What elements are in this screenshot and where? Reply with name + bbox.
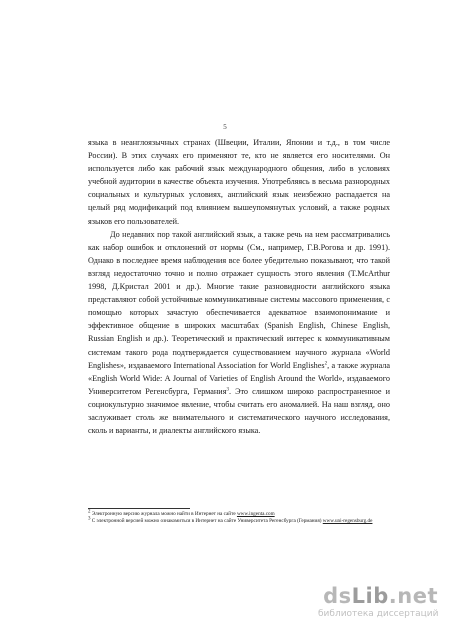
paragraph-1: языка в неанглоязычных странах (Швеции, Италии, Японии и т.д., в том числе России). В этих случаях его применяют те, кто не является его носителями. Он используется либо как рабочий язык международного общения, либо в условиях учебной аудитории в качестве объекта изучения. Употребляясь в весьма разнородных социальных и культурных условиях, английский язык неизбежно распадается на целый ряд модификаций под влиянием вышеупомянутых условий, а также родных языков его пользователей. [88,138,390,226]
paragraph-2 [88,228,390,438]
body-text [88,136,390,437]
logo-ds: ds [323,584,352,608]
footnote-mark: 2 [88,509,91,515]
footnote-ref-2: 2 [324,360,328,366]
page-number: 5 [223,123,227,131]
paragraph-2-part-b: , а также журнала «English World Wide: A Journal of Varieties of English Around the World», издаваемого Университетом Регенсбурга, Германия [88,360,391,396]
footnote-3 [88,518,390,525]
dslib-watermark [318,584,438,628]
paragraph-2-part-c: . Это слишком широко распространенное и социокультурно значимое явление, чтобы считать его аномалией. На наш взгляд, оно заслуживает столь же внимательного и систематического научного исследования, сколь и варианты, и диалекты английского языка. [88,386,390,436]
footnote-mark: 3 [88,516,91,522]
logo-lib: Lib [351,584,389,608]
paragraph-2-part-a: До недавних пор такой английский язык, а также речь на нем рассматривались как набор ошибок и отклонений от нормы (См., например, Г.В.Рогова и др. 1991). Однако в последнее время наблюдения все более убедительно показывают, что такой взгляд недостаточно точно и полно отражает сущность этого явления (T.McArthur 1998, Д.Кристал 2001 и др.). Многие такие разновидности английского языка представляют собой устойчивые коммуникативные системы массового применения, с помощью которых зачастую обеспечивается адекватное взаимопонимание и эффективное общение в широких масштабах (Spanish English, Chinese English, Russian English и др.). Теоретический и практический интерес к коммуникативным системам такого рода подтверждается существованием научного журнала «World Englishes», издаваемого International Association for World Englishes [88,229,390,370]
logo-net: .net [388,584,438,608]
footnote-2 [88,511,390,518]
footnote-text: С электронной версией можно ознакомиться в Интернет на сайте Университета Регенсбурга (Германия) [90,518,323,524]
footnote-separator [88,508,190,509]
footnote-link[interactable]: www.ingenta.com [236,511,275,517]
dslib-logo [318,584,438,608]
footnote-text: Электронную версию журнала можно найти в Интернет на сайте [90,511,237,517]
footnotes [88,511,390,525]
watermark-subtitle: библиотека диссертаций [318,609,439,619]
footnote-link[interactable]: www.uni-regensburg.de [322,518,373,524]
footnote-ref-3: 3 [226,387,229,393]
